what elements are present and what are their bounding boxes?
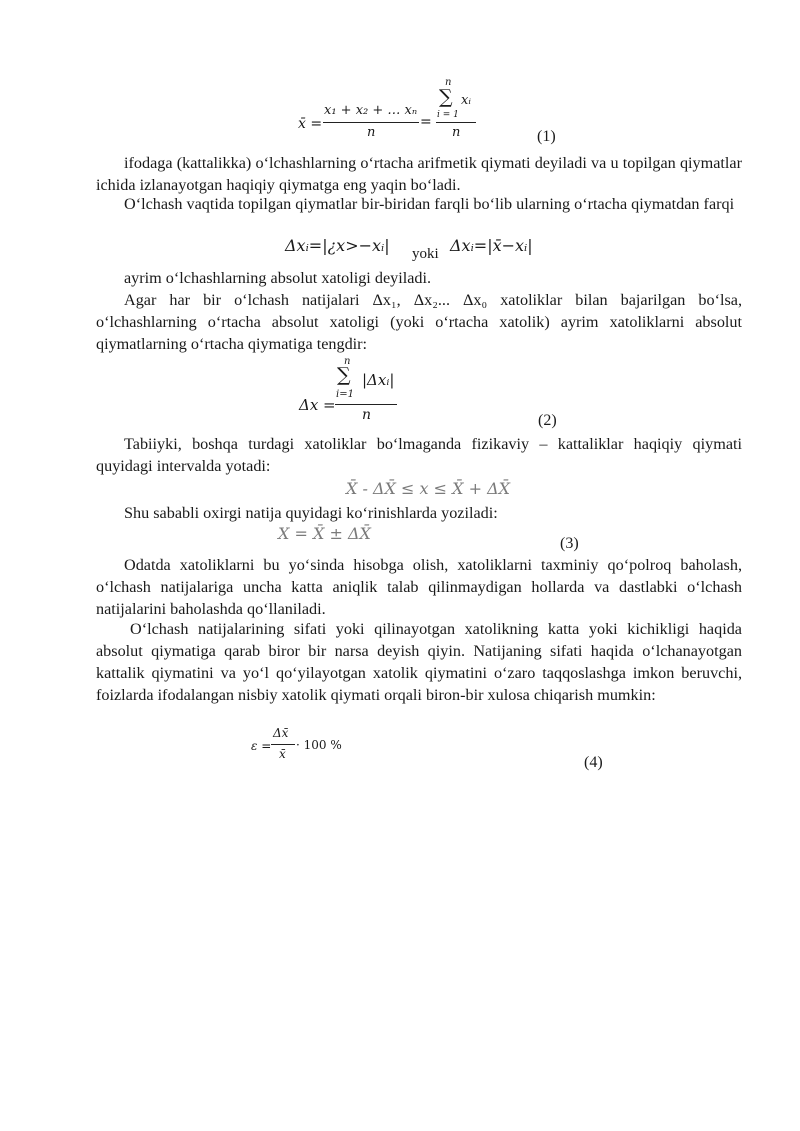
formula-2-sum-body: |Δxᵢ|: [362, 371, 395, 389]
formula-4-rest: · 100 %: [296, 738, 342, 752]
formula-4-fracbar: [271, 744, 295, 745]
paragraph-1: ifodaga (kattalikka) o‘lchashlarning o‘rtacha arifmetik qiymati deyiladi va u topilgan qiymatlar ichida izlanayotgan haqiqiy qiymatga eng yaqin bo‘ladi.: [96, 154, 742, 194]
formula-4-lhs: ε =: [251, 739, 272, 753]
paragraph-6: Shu sababli oxirgi natija quyidagi ko‘rinishlarda yoziladi:: [124, 504, 498, 522]
formula-delta-yoki: yoki: [412, 246, 439, 262]
interval-formula: X̄ - ΔX̄ ≤ x ≤ X̄ + ΔX̄: [346, 479, 511, 498]
formula-3-text: X = X̄ ± ΔX̄: [278, 524, 371, 543]
formula-1-lhs: x̄ =: [298, 116, 323, 132]
formula-2-lhs: Δx =: [299, 396, 336, 414]
formula-1-sum-bottom: i = 1: [437, 110, 459, 120]
formula-delta-left: Δxᵢ=|¿x>−xᵢ|: [285, 236, 390, 255]
paragraph-5: Tabiiyki, boshqa turdagi xatoliklar bo‘lmaganda fizikaviy – kattaliklar haqiqiy qiymati quyidagi intervalda yotadi:: [96, 435, 742, 475]
formula-2-bot: n: [362, 407, 372, 423]
formula-2-number: (2): [538, 412, 557, 429]
formula-1-number: (1): [537, 128, 556, 145]
formula-3-number: (3): [560, 535, 579, 552]
formula-1-sum-var: xᵢ: [461, 93, 471, 108]
formula-1-frac2-bot: n: [452, 125, 461, 140]
formula-2-sum-bottom: i=1: [336, 389, 354, 400]
paragraph-2: O‘lchash vaqtida topilgan qiymatlar bir-biridan farqli bo‘lib ularning o‘rtacha qiymatdan farqi: [124, 195, 735, 213]
paragraph-4: Agar har bir o‘lchash natijalari Δx₁, Δx₂... Δx₀ xatoliklar bilan bajarilgan bo‘lsa, o‘lchashlarning o‘rtacha absolut xatoligi (yoki o‘rtacha xatolik) ayrim xatoliklarni absolut qiymatlarning o‘rtacha qiymatiga tengdir:: [96, 291, 742, 353]
formula-2-sum-top: n: [344, 356, 351, 367]
formula-1-sum-top: n: [445, 77, 452, 88]
paragraph-8: O‘lchash natijalarining sifati yoki qilinayotgan xatolikning katta yoki kichikligi haqida absolut qiymatiga qarab biror bir narsa deyish qiyin. Natijaning sifati haqida o‘lchanayotgan kattalik qiymatini va yo‘l qo‘yilayotgan xatolik qiymatini o‘zaro taqqoslashga imkon beruvchi, foizlarda ifodalangan nisbiy xatolik qiymati orqali biron-bir xulosa chiqarish mumkin:: [96, 620, 742, 704]
formula-4-bot: x̄: [279, 747, 286, 761]
formula-1-equals: =: [420, 114, 432, 130]
formula-1-fracbar-2: [436, 122, 476, 123]
formula-1-fracbar-1: [323, 122, 419, 123]
formula-1-sum-symbol: ∑: [439, 86, 453, 108]
formula-1-frac1-bot: n: [367, 125, 376, 140]
formula-2-sum-symbol: ∑: [337, 364, 351, 386]
paragraph-3: ayrim o‘lchashlarning absolut xatoligi deyiladi.: [124, 269, 432, 287]
formula-4-top: Δx̄: [273, 726, 289, 740]
formula-2-fracbar: [335, 404, 397, 405]
formula-4-number: (4): [584, 754, 603, 771]
formula-delta-right: Δxᵢ=|x̄−xᵢ|: [450, 236, 533, 255]
formula-1-frac1-top: x₁ + x₂ + … xₙ: [324, 103, 418, 118]
paragraph-7: Odatda xatoliklarni bu yo‘sinda hisobga olish, xatoliklarni taxminiy qo‘polroq baholash, o‘lchash natijalariga uncha katta aniqlik talab qilinmaydigan hollarda va dastlabki o‘lchash natijalarini baholashda qo‘llaniladi.: [96, 556, 742, 618]
